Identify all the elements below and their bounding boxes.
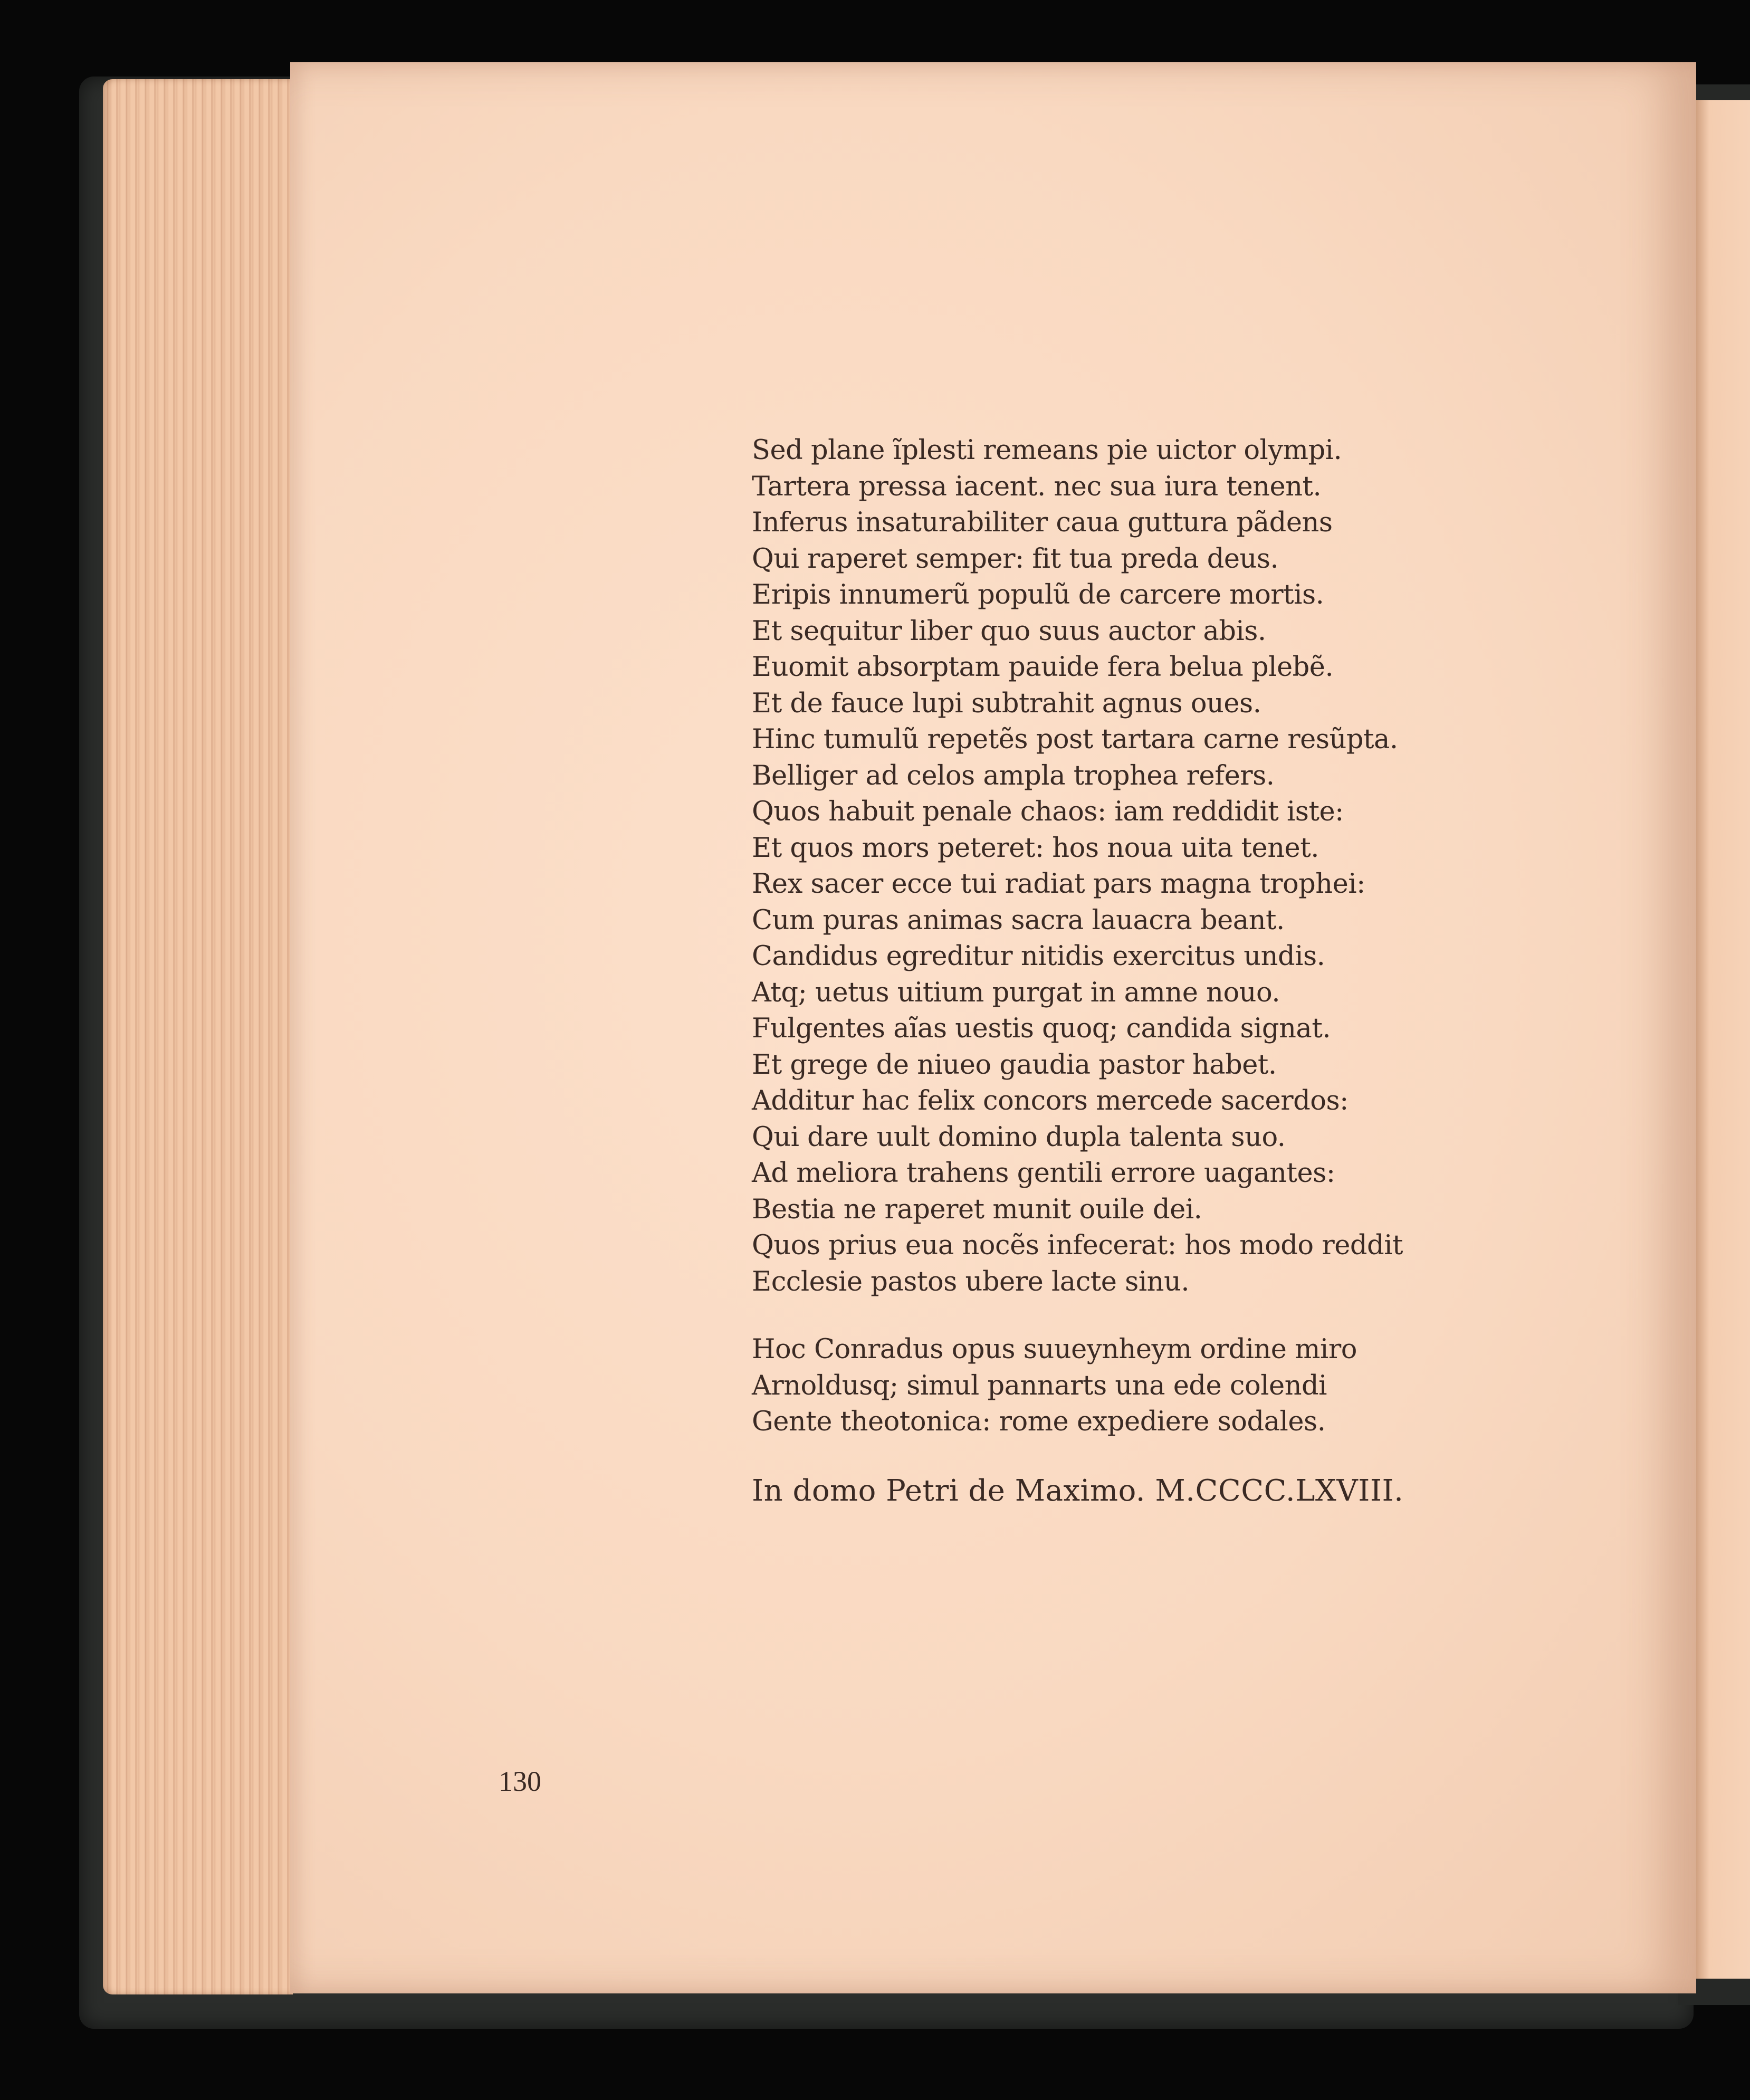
colophon-line: Arnoldusq; simul pannarts una ede colendi	[752, 1370, 1327, 1401]
poem-line: Ecclesie pastos ubere lacte sinu.	[752, 1266, 1190, 1297]
poem-line: Belliger ad celos ampla trophea refers.	[752, 760, 1275, 791]
poem-line: Bestia ne raperet munit ouile dei.	[752, 1194, 1202, 1225]
poem-line: Tartera pressa iacent. nec sua iura tenent.	[752, 471, 1322, 502]
imprint-line: In domo Petri de Maximo. M.CCCC.LXVIII.	[752, 1473, 1404, 1508]
poem-line: Hinc tumulũ repetẽs post tartara carne resũpta.	[752, 724, 1398, 755]
stanza-gap	[752, 1300, 1469, 1332]
poem-line: Et sequitur liber quo suus auctor abis.	[752, 615, 1266, 647]
page-number: 130	[499, 1765, 541, 1797]
poem-line: Rex sacer ecce tui radiat pars magna trophei:	[752, 868, 1365, 900]
poem-line: Fulgentes aĩas uestis quoq; candida signat.	[752, 1013, 1331, 1044]
poem-line: Additur hac felix concors mercede sacerdos:	[752, 1085, 1349, 1116]
poem-line: Et grege de niueo gaudia pastor habet.	[752, 1049, 1277, 1081]
poem-line: Cum puras animas sacra lauacra beant.	[752, 904, 1285, 936]
poem-line: Sed plane ĩplesti remeans pie uictor olympi.	[752, 435, 1342, 466]
poem-line: Inferus insaturabiliter caua guttura pãdens	[752, 507, 1333, 538]
poem-line: Et quos mors peteret: hos noua uita tenet.	[752, 832, 1319, 864]
facing-page-edge	[1694, 100, 1750, 1979]
poem-line: Atq; uetus uitium purgat in amne nouo.	[752, 977, 1280, 1008]
poem-line: Ad meliora trahens gentili errore uagantes:	[752, 1158, 1335, 1189]
page-edges-left	[103, 79, 293, 1994]
poem-line: Qui dare uult domino dupla talenta suo.	[752, 1121, 1286, 1153]
text-block	[752, 433, 1469, 1509]
poem-line: Quos habuit penale chaos: iam reddidit iste:	[752, 796, 1344, 827]
colophon-line: Gente theotonica: rome expediere sodales.	[752, 1406, 1326, 1437]
colophon-gap	[752, 1440, 1469, 1473]
poem-line: Euomit absorptam pauide fera belua plebẽ.	[752, 652, 1334, 683]
colophon-line: Hoc Conradus opus suueynheym ordine miro	[752, 1334, 1357, 1365]
poem-stanza	[752, 433, 1469, 1300]
poem-line: Et de fauce lupi subtrahit agnus oues.	[752, 688, 1261, 719]
poem-line: Quos prius eua nocẽs infecerat: hos modo reddit	[752, 1230, 1403, 1261]
poem-line: Qui raperet semper: fit tua preda deus.	[752, 543, 1279, 575]
poem-line: Eripis innumerũ populũ de carcere mortis.	[752, 579, 1324, 610]
poem-line: Candidus egreditur nitidis exercitus undis.	[752, 941, 1325, 972]
colophon-verse	[752, 1332, 1469, 1440]
